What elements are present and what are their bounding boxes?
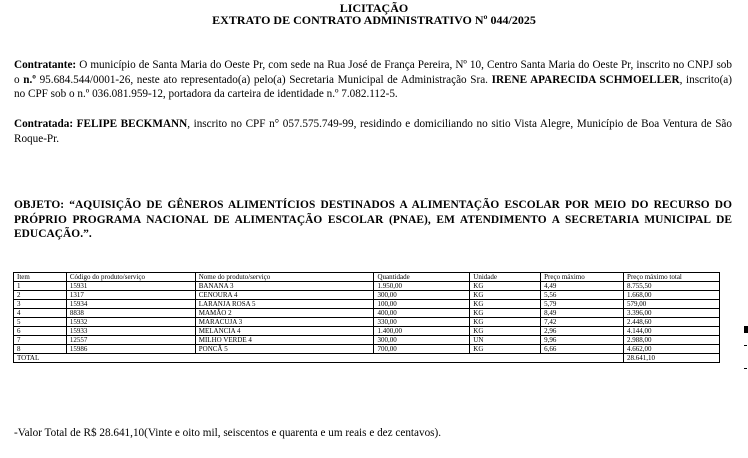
document-subtitle: EXTRATO DE CONTRATO ADMINISTRATIVO Nº 044/2025: [212, 13, 536, 27]
document-title: LICITAÇÃO: [339, 1, 409, 15]
contratada-text: , inscrito no CPF n° 057.575.749-99, residindo e domiciliando no sitio Vista Alegre, Município de Boa Ventura de São Roque-Pr.: [14, 118, 732, 145]
cell-item: 6: [14, 327, 67, 336]
table-total-row: [14, 354, 720, 363]
cell-unidade: KG: [470, 318, 541, 327]
side-edge-dash: [744, 368, 747, 369]
contratante-text-2: 95.684.544/0001-26, neste ato representado(a) pelo(a) Secretaria Municipal de Administração Sra.: [35, 73, 492, 86]
column-header-preco-maximo-total: Preço máximo total: [624, 273, 720, 282]
cell-quantidade: 330,00: [374, 318, 470, 327]
cell-nome: MELANCIA 4: [195, 327, 374, 336]
column-header-nome: Nome do produto/serviço: [195, 273, 374, 282]
total-value: 28.641,10: [624, 354, 720, 363]
representative-name: IRENE APARECIDA SCHMOELLER: [491, 73, 680, 86]
cell-unidade: KG: [470, 345, 541, 354]
cell-item: 4: [14, 309, 67, 318]
cell-preco-maximo: 5,56: [541, 291, 624, 300]
items-table: [13, 272, 720, 363]
cell-preco-maximo-total: 4.662,00: [624, 345, 720, 354]
cell-preco-maximo: 9,96: [541, 336, 624, 345]
cell-item: 8: [14, 345, 67, 354]
contratada-paragraph: [14, 117, 732, 146]
cell-nome: MAMÃO 2: [195, 309, 374, 318]
cell-unidade: UN: [470, 336, 541, 345]
cell-nome: PONCÃ 5: [195, 345, 374, 354]
table-row: [14, 345, 720, 354]
cell-item: 1: [14, 282, 67, 291]
cell-preco-maximo-total: 2.448,60: [624, 318, 720, 327]
cell-quantidade: 300,00: [374, 291, 470, 300]
cell-nome: CENOURA 4: [195, 291, 374, 300]
cell-preco-maximo-total: 4.144,00: [624, 327, 720, 336]
contratada-label: Contratada:: [14, 118, 74, 130]
cell-preco-maximo-total: 579,00: [624, 300, 720, 309]
column-header-unidade: Unidade: [470, 273, 541, 282]
cell-codigo: 15934: [66, 300, 195, 309]
table-row: [14, 327, 720, 336]
cell-codigo: 15931: [66, 282, 195, 291]
total-label: TOTAL: [14, 354, 624, 363]
side-edge-mark: [744, 326, 748, 333]
cell-item: 5: [14, 318, 67, 327]
contratada-name: FELIPE BECKMANN: [73, 118, 188, 130]
cell-preco-maximo: 7,42: [541, 318, 624, 327]
cell-nome: MILHO VERDE 4: [195, 336, 374, 345]
cell-codigo: 8838: [66, 309, 195, 318]
cell-unidade: KG: [470, 327, 541, 336]
cell-nome: MARACUJA 3: [195, 318, 374, 327]
cell-preco-maximo: 2,96: [541, 327, 624, 336]
cell-item: 7: [14, 336, 67, 345]
cell-preco-maximo-total: 8.755,50: [624, 282, 720, 291]
cell-preco-maximo-total: 1.668,00: [624, 291, 720, 300]
cell-nome: BANANA 3: [195, 282, 374, 291]
contratante-text-3: , inscrito(a) no CPF sob o n.º 036.081.959-12, portadora da carteira de identidade n.º 7.082.112-5.: [14, 73, 733, 100]
table-row: [14, 309, 720, 318]
valor-total-text: -Valor Total de R$ 28.641,10(Vinte e oito mil, seiscentos e quarenta e um reais e dez centavos).: [14, 427, 442, 439]
cnpj-label: n.º: [23, 73, 36, 86]
cell-nome: LARANJA ROSA 5: [195, 300, 374, 309]
cell-item: 2: [14, 291, 67, 300]
cell-codigo: 1317: [66, 291, 195, 300]
cell-codigo: 15932: [66, 318, 195, 327]
cell-codigo: 15933: [66, 327, 195, 336]
table-row: [14, 300, 720, 309]
contratante-label: Contratante:: [14, 59, 77, 71]
objeto-paragraph: OBJETO: “AQUISIÇÃO DE GÊNEROS ALIMENTÍCIOS DESTINADOS A ALIMENTAÇÃO ESCOLAR POR MEIO DO RECURSO DO PRÓPRIO PROGRAMA NACIONAL DE ALIMENTAÇÃO ESCOLAR (PNAE), EM ATENDIMENTO A SECRETARIA MUNICIPAL DE EDUCAÇÃO.”.: [14, 199, 732, 240]
table-row: [14, 318, 720, 327]
cell-quantidade: 1.400,00: [374, 327, 470, 336]
table-row: [14, 336, 720, 345]
cell-quantidade: 1.950,00: [374, 282, 470, 291]
cell-unidade: KG: [470, 291, 541, 300]
cell-codigo: 15986: [66, 345, 195, 354]
cell-preco-maximo: 8,49: [541, 309, 624, 318]
cell-quantidade: 100,00: [374, 300, 470, 309]
column-header-item: Item: [14, 273, 67, 282]
cell-item: 3: [14, 300, 67, 309]
contratante-text-1: O município de Santa Maria do Oeste Pr, com sede na Rua José de França Pereira, Nº 10, Centro Santa Maria do Oeste Pr, inscrito no CNPJ sob o: [14, 59, 732, 86]
cell-quantidade: 700,00: [374, 345, 470, 354]
cell-codigo: 12557: [66, 336, 195, 345]
column-header-quantidade: Quantidade: [374, 273, 470, 282]
cell-preco-maximo: 6,66: [541, 345, 624, 354]
column-header-preco-maximo: Preço máximo: [541, 273, 624, 282]
cell-unidade: KG: [470, 282, 541, 291]
cell-quantidade: 400,00: [374, 309, 470, 318]
cell-preco-maximo: 4,49: [541, 282, 624, 291]
table-header-row: [14, 273, 720, 282]
side-edge-dash: [744, 345, 747, 346]
cell-unidade: KG: [470, 300, 541, 309]
table-row: [14, 291, 720, 300]
cell-preco-maximo-total: 3.396,00: [624, 309, 720, 318]
cell-quantidade: 300,00: [374, 336, 470, 345]
contratante-paragraph: [14, 58, 732, 102]
cell-unidade: KG: [470, 309, 541, 318]
column-header-codigo: Código do produto/serviço: [66, 273, 195, 282]
table-row: [14, 282, 720, 291]
cell-preco-maximo: 5,79: [541, 300, 624, 309]
cell-preco-maximo-total: 2.988,00: [624, 336, 720, 345]
